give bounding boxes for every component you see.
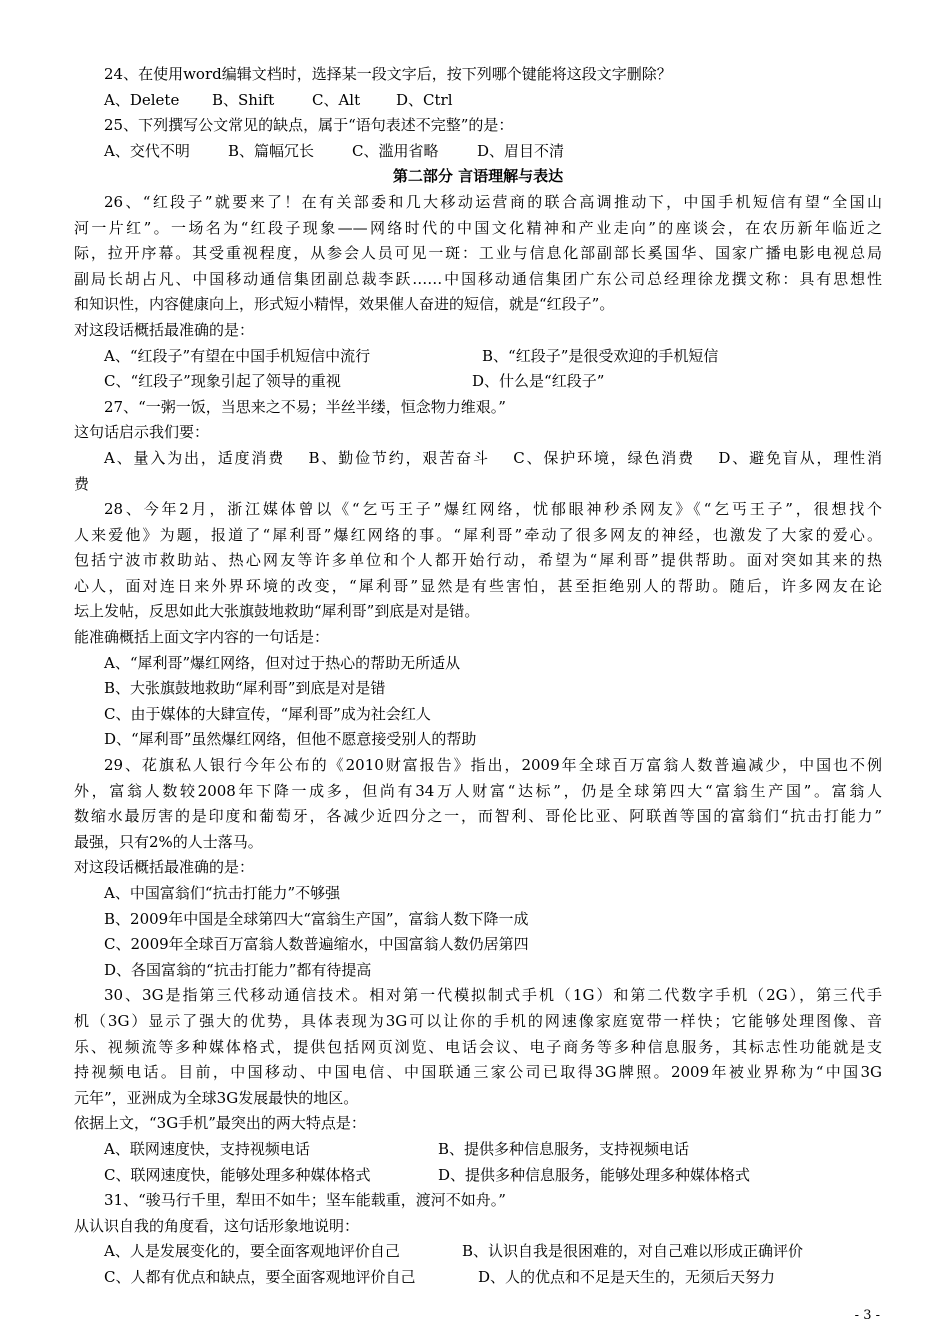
q30-line: 元年”，亚洲成为全球3G发展最快的地区。 (74, 1088, 359, 1107)
q29-option-a: A、中国富翁们“抗击打能力”不够强 (104, 884, 341, 902)
q26-option-a: A、“红段子”有望在中国手机短信中流行 (104, 346, 371, 365)
section-title: 第二部分 言语理解与表达 (392, 167, 564, 186)
q26-question: 对这段话概括最准确的是： (74, 320, 255, 339)
q31-stem: 31、“骏马行千里，犁田不如牛；坚车能载重，渡河不如舟。” (104, 1191, 506, 1210)
q29-line: 外，富翁人数较2008年下降一成多，但尚有34万人财富“达标”，仍是全球第四大“富翁生产国”。富翁人 (74, 781, 882, 800)
q30-line: 机（3G）显示了强大的优势，具体表现为3G可以让你的手机的网速像家庭宽带一样快；它能够处理图像、音 (74, 1011, 882, 1030)
q28-option-c: C、由于媒体的大肆宣传，“犀利哥”成为社会红人 (104, 704, 431, 723)
q26-options-row1 (74, 344, 882, 370)
q31-option-c: C、人都有优点和缺点，要全面客观地评价自己 (104, 1267, 416, 1286)
q29-option-c: C、2009年全球百万富翁人数普遍缩水，中国富翁人数仍居第四 (104, 935, 529, 954)
q26-line: 26、“红段子”就要来了！在有关部委和几大移动运营商的联合高调推动下，中国手机短信有望“全国山 (104, 192, 882, 211)
q30-question: 依据上文，“3G手机”最突出的两大特点是： (74, 1114, 366, 1133)
q30-options-row2 (74, 1163, 882, 1189)
q29-line: 最强，只有2%的人士落马。 (74, 832, 263, 851)
q26-option-d: D、什么是“红段子” (472, 372, 605, 391)
q28-line: 28、今年2月，浙江媒体曾以《“乞丐王子”爆红网络，忧郁眼神秒杀网友》《“乞丐王子”，很想找个 (104, 500, 882, 519)
q27-options: A、量入为出，适度消费 B、勤俭节约，艰苦奋斗 C、保护环境，绿色消费 D、避免盲从，理性消 (104, 448, 882, 467)
q31-option-d: D、人的优点和不足是天生的，无须后天努力 (478, 1267, 776, 1286)
exam-page (74, 62, 882, 1291)
q25-option-b: B、篇幅冗长 (228, 141, 315, 160)
q27-stem: 27、“一粥一饭，当思来之不易；半丝半缕，恒念物力维艰。” (104, 397, 506, 416)
page-number: - 3 - (854, 1308, 880, 1323)
q31-option-a: A、人是发展变化的，要全面客观地评价自己 (104, 1242, 400, 1261)
q28-question: 能准确概括上面文字内容的一句话是： (74, 628, 330, 647)
q24-option-d: D、Ctrl (396, 90, 453, 109)
q24-options (74, 88, 882, 114)
q29-option-b: B、2009年中国是全球第四大“富翁生产国”，富翁人数下降一成 (104, 909, 529, 928)
q28-option-d: D、“犀利哥”虽然爆红网络，但他不愿意接受别人的帮助 (104, 730, 477, 749)
q27-question: 这句话启示我们要： (74, 423, 210, 442)
q26-options-row2 (74, 369, 882, 395)
q24-stem: 24、在使用word编辑文档时，选择某一段文字后，按下列哪个键能将这段文字删除？ (104, 65, 672, 83)
q30-line: 30、3G是指第三代移动通信技术。相对第一代模拟制式手机（1G）和第二代数字手机（2G），第三代手 (104, 986, 882, 1005)
q28-line: 人来爱他》为题，报道了“犀利哥”爆红网络的事。“犀利哥”牵动了很多网友的神经，也激发了大家的爱心。 (74, 525, 882, 544)
q26-line: 际，拉开序幕。其受重视程度，从参会人员可见一斑：工业与信息化部副部长奚国华、国家广播电影电视总局 (74, 244, 882, 263)
q30-option-c: C、联网速度快，能够处理多种媒体格式 (104, 1165, 371, 1184)
q31-question: 从认识自我的角度看，这句话形象地说明： (74, 1216, 360, 1235)
q30-line: 持视频电话。目前，中国移动、中国电信、中国联通三家公司已取得3G牌照。2009年被业界称为“中国3G (74, 1063, 882, 1082)
q28-line: 坛上发帖，反思如此大张旗鼓地救助“犀利哥”到底是对是错。 (74, 602, 480, 621)
q28-line: 心人，面对连日来外界环境的改变，“犀利哥”显然是有些害怕，甚至拒绝别人的帮助。随后，许多网友在论 (74, 576, 882, 595)
q29-line: 数缩水最厉害的是印度和葡萄牙，各减少近四分之一，而智利、哥伦比亚、阿联酋等国的富翁们“抗击打能力” (74, 807, 882, 826)
q26-line: 副局长胡占凡、中国移动通信集团副总裁李跃……中国移动通信集团广东公司总经理徐龙撰文称：具有思想性 (74, 269, 882, 288)
q25-option-d: D、眉目不清 (477, 141, 565, 160)
q25-option-a: A、交代不明 (104, 141, 190, 160)
q29-question: 对这段话概括最准确的是： (74, 858, 255, 877)
q24-option-a: A、Delete (104, 90, 180, 109)
q29-line: 29、花旗私人银行今年公布的《2010财富报告》指出，2009年全球百万富翁人数普遍减少，中国也不例 (104, 756, 882, 775)
q30-option-b: B、提供多种信息服务，支持视频电话 (438, 1139, 690, 1158)
q31-option-b: B、认识自我是很困难的，对自己难以形成正确评价 (462, 1242, 804, 1261)
q30-option-a: A、联网速度快，支持视频电话 (104, 1139, 310, 1158)
q31-options-row1 (74, 1239, 882, 1265)
q28-option-a: A、“犀利哥”爆红网络，但对过于热心的帮助无所适从 (104, 653, 461, 672)
q29-option-d: D、各国富翁的“抗击打能力”都有待提高 (104, 960, 372, 979)
q30-option-d: D、提供多种信息服务，能够处理多种媒体格式 (438, 1165, 751, 1184)
q25-options (74, 139, 882, 165)
q26-option-b: B、“红段子”是很受欢迎的手机短信 (482, 346, 719, 365)
q25-stem: 25、下列撰写公文常见的缺点，属于“语句表述不完整”的是： (104, 116, 514, 135)
q28-line: 包括宁波市救助站、热心网友等许多单位和个人都开始行动，希望为“犀利哥”提供帮助。面对突如其来的热 (74, 551, 882, 570)
q25-option-c: C、滥用省略 (352, 141, 439, 160)
q24-option-c: C、Alt (312, 90, 361, 109)
q26-option-c: C、“红段子”现象引起了领导的重视 (104, 372, 341, 391)
q26-line: 河一片红”。一场名为“红段子现象——网络时代的中国文化精神和产业走向”的座谈会，在农历新年临近之 (74, 218, 882, 237)
q30-options-row1 (74, 1137, 882, 1163)
q30-line: 乐、视频流等多种媒体格式，提供包括网页浏览、电话会议、电子商务等多种信息服务，其标志性功能就是支 (74, 1037, 882, 1056)
q24-option-b: B、Shift (212, 90, 275, 109)
q26-line: 和知识性，内容健康向上，形式短小精悍，效果催人奋进的短信，就是“红段子”。 (74, 295, 615, 314)
q27-options-wrap: 费 (74, 474, 90, 493)
q31-options-row2 (74, 1265, 882, 1291)
q28-option-b: B、大张旗鼓地救助“犀利哥”到底是对是错 (104, 679, 386, 698)
